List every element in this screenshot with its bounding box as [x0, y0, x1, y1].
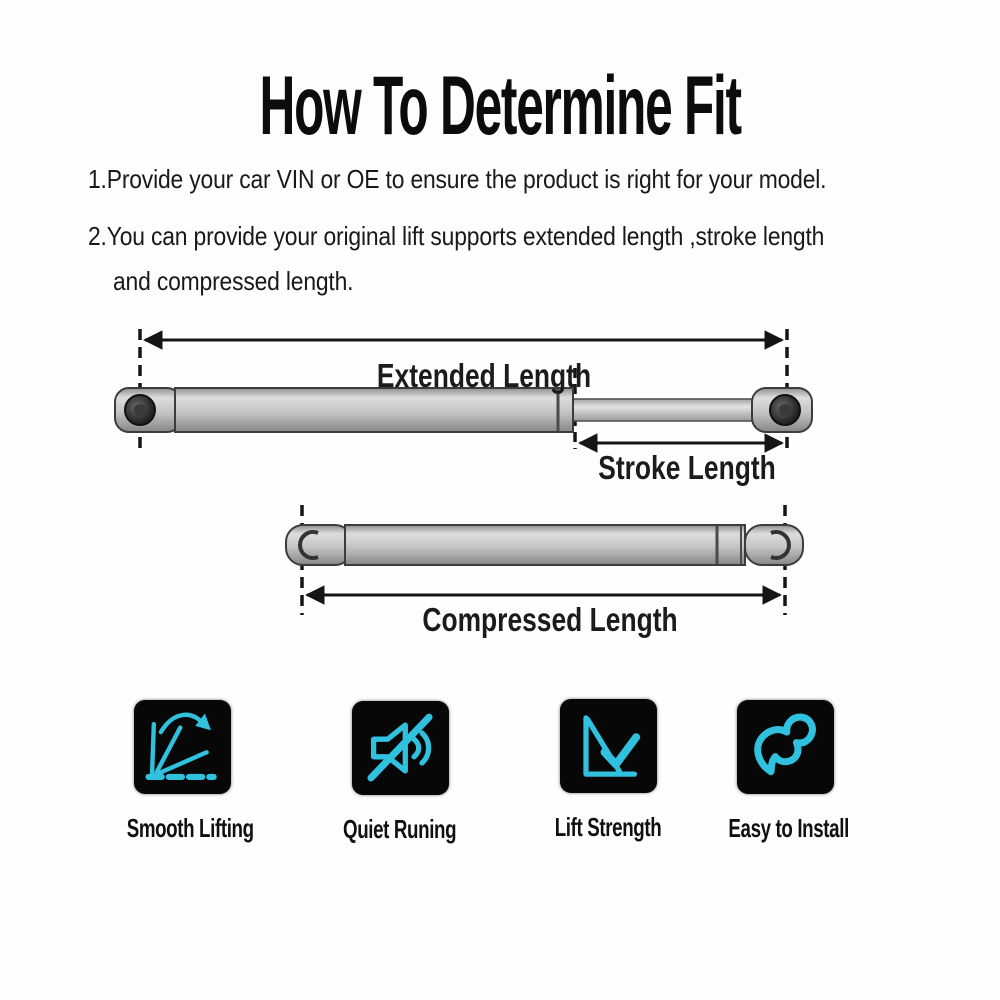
feature-quiet-running	[320, 701, 480, 845]
lifting-angle-icon	[137, 703, 227, 791]
extended-length-label: Extended Length	[376, 357, 592, 394]
wrench-icon	[740, 703, 830, 791]
compressed-length-label: Compressed Length	[422, 601, 678, 638]
instruction-line-2: 2.You can provide your original lift supports extended length ,stroke length	[88, 221, 825, 251]
feature-icon-tile	[737, 700, 834, 794]
muted-speaker-icon	[355, 704, 445, 792]
strength-graph-check-icon	[563, 702, 653, 790]
feature-label: Lift Strength	[554, 812, 662, 842]
instruction-line-1: 1.Provide your car VIN or OE to ensure the product is right for your model.	[88, 164, 827, 194]
feature-label: Easy to Install	[728, 813, 849, 843]
feature-label: Quiet Runing	[343, 814, 457, 844]
instruction-line-3: and compressed length.	[113, 266, 354, 296]
gas-strut-compressed	[286, 525, 803, 565]
feature-icon-tile	[352, 701, 449, 795]
feature-lift-strength	[528, 699, 688, 843]
stroke-length-label: Stroke Length	[598, 449, 776, 486]
feature-easy-to-install	[705, 700, 865, 844]
feature-icon-tile	[134, 700, 231, 794]
page-title: How To Determine Fit	[259, 59, 741, 152]
feature-smooth-lifting	[102, 700, 262, 844]
feature-icon-tile	[560, 699, 657, 793]
feature-label: Smooth Lifting	[126, 813, 254, 843]
